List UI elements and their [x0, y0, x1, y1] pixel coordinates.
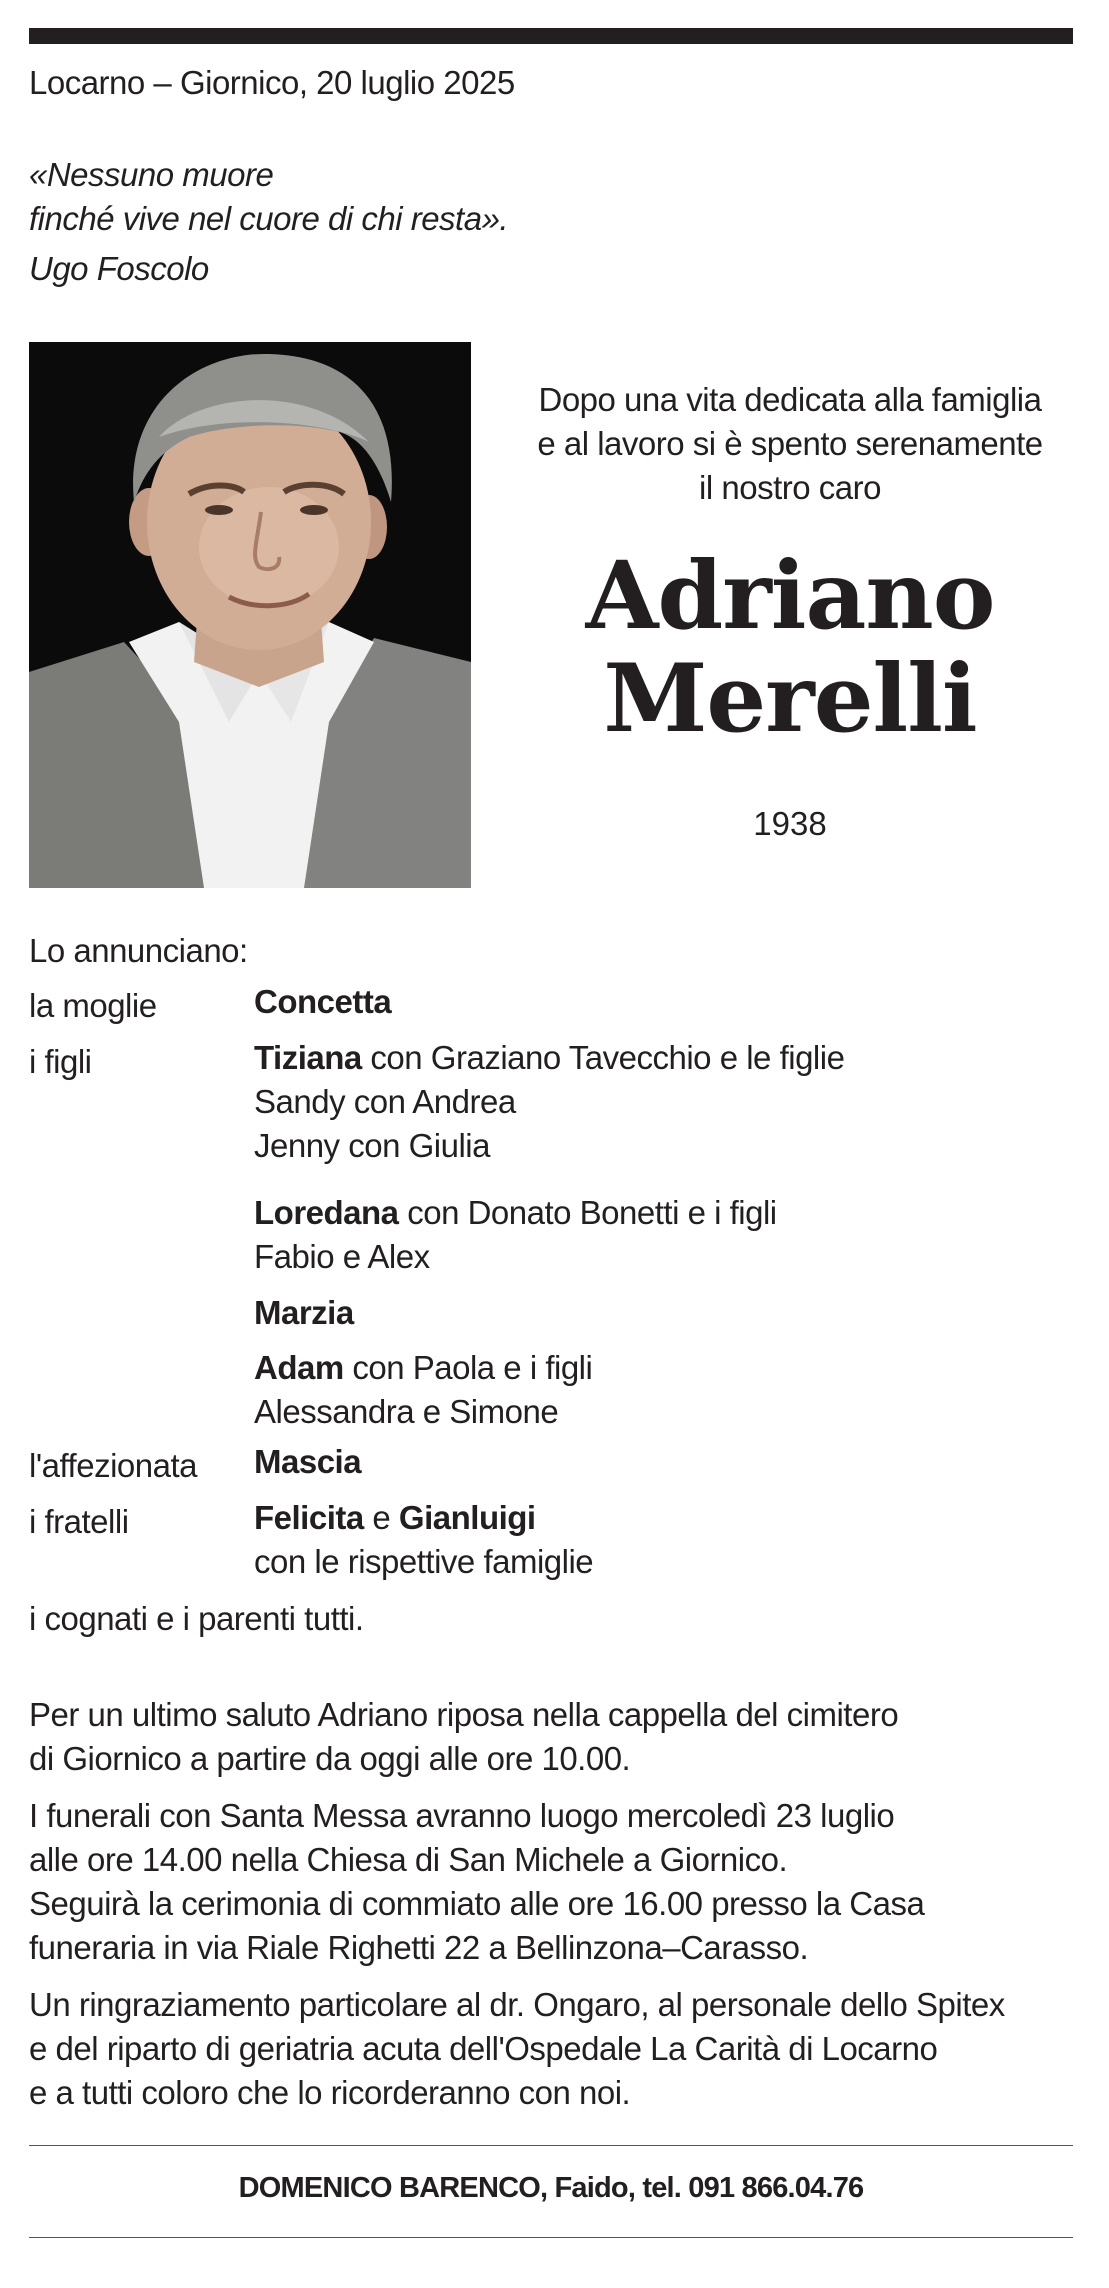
top-rule	[29, 28, 1073, 44]
paragraph-line: funeraria in via Riale Righetti 22 a Bellinzona–Carasso.	[29, 1929, 809, 1966]
quote-line: «Nessuno muore	[29, 156, 274, 193]
child-detail: con Graziano Tavecchio e le figlie	[361, 1039, 845, 1076]
relation-label: i fratelli	[29, 1503, 129, 1540]
first-name: Adriano	[585, 541, 995, 651]
child-detail: con Paola e i figli	[343, 1349, 593, 1386]
footer-rule-top	[29, 2145, 1073, 2146]
child-name: Adam	[254, 1349, 344, 1386]
funeral-paragraph	[29, 1794, 924, 1970]
child-entry	[254, 1346, 592, 1434]
child-entry	[254, 1036, 844, 1168]
thanks-paragraph	[29, 1983, 1005, 2115]
sibling-name: Gianluigi	[398, 1499, 536, 1536]
footer-rule-bottom	[29, 2237, 1073, 2238]
intro-text	[500, 378, 1080, 510]
siblings-detail: con le rispettive famiglie	[254, 1543, 594, 1580]
place-date: Locarno – Giornico, 20 luglio 2025	[29, 64, 515, 101]
siblings-conjunction: e	[363, 1499, 399, 1536]
child-detail: Sandy con Andrea	[254, 1083, 516, 1120]
paragraph-line: e a tutti coloro che lo ricorderanno con noi.	[29, 2074, 631, 2111]
child-detail: Fabio e Alex	[254, 1238, 430, 1275]
child-name: Tiziana	[254, 1039, 362, 1076]
child-detail: con Donato Bonetti e i figli	[398, 1194, 777, 1231]
child-name: Marzia	[254, 1294, 354, 1331]
child-detail: Alessandra e Simone	[254, 1393, 559, 1430]
paragraph-line: alle ore 14.00 nella Chiesa di San Michele a Giornico.	[29, 1841, 788, 1878]
child-entry	[254, 1291, 354, 1335]
paragraph-line: Un ringraziamento particolare al dr. Ongaro, al personale dello Spitex	[29, 1986, 1005, 2023]
funeral-home-credit: DOMENICO BARENCO, Faido, tel. 091 866.04.76	[238, 2172, 864, 2204]
siblings-entry	[254, 1496, 593, 1584]
paragraph-line: Per un ultimo saluto Adriano riposa nella cappella del cimitero	[29, 1696, 899, 1733]
quote-author: Ugo Foscolo	[29, 250, 209, 287]
announce-heading: Lo annunciano:	[29, 932, 248, 969]
quote-line: finché vive nel cuore di chi resta».	[29, 200, 509, 237]
sibling-name: Felicita	[254, 1499, 364, 1536]
intro-line: il nostro caro	[699, 469, 881, 506]
intro-line: e al lavoro si è spento serenamente	[537, 425, 1043, 462]
viewing-paragraph	[29, 1693, 898, 1781]
affectionate-entry	[254, 1440, 361, 1484]
portrait-illustration	[29, 342, 471, 888]
epigraph-quote	[29, 153, 508, 241]
portrait-photo	[29, 342, 471, 888]
paragraph-line: di Giornico a partire da oggi alle ore 10.00.	[29, 1740, 631, 1777]
paragraph-line: Seguirà la cerimonia di commiato alle ore 16.00 presso la Casa	[29, 1885, 925, 1922]
last-name: Merelli	[603, 644, 977, 754]
relation-label: i figli	[29, 1043, 92, 1080]
child-name: Loredana	[254, 1194, 399, 1231]
paragraph-line: I funerali con Santa Messa avranno luogo mercoledì 23 luglio	[29, 1797, 895, 1834]
child-entry	[254, 1191, 777, 1279]
relation-label: l'affezionata	[29, 1447, 197, 1484]
wife-name: Concetta	[254, 983, 392, 1020]
wife-entry	[254, 980, 391, 1024]
paragraph-line: e del riparto di geriatria acuta dell'Ospedale La Carità di Locarno	[29, 2030, 938, 2067]
birth-year: 1938	[753, 805, 827, 842]
relatives-line: i cognati e i parenti tutti.	[29, 1600, 364, 1637]
relation-label: la moglie	[29, 987, 157, 1024]
child-detail: Jenny con Giulia	[254, 1127, 490, 1164]
deceased-name	[480, 541, 1100, 754]
affectionate-name: Mascia	[254, 1443, 362, 1480]
intro-line: Dopo una vita dedicata alla famiglia	[538, 381, 1042, 418]
